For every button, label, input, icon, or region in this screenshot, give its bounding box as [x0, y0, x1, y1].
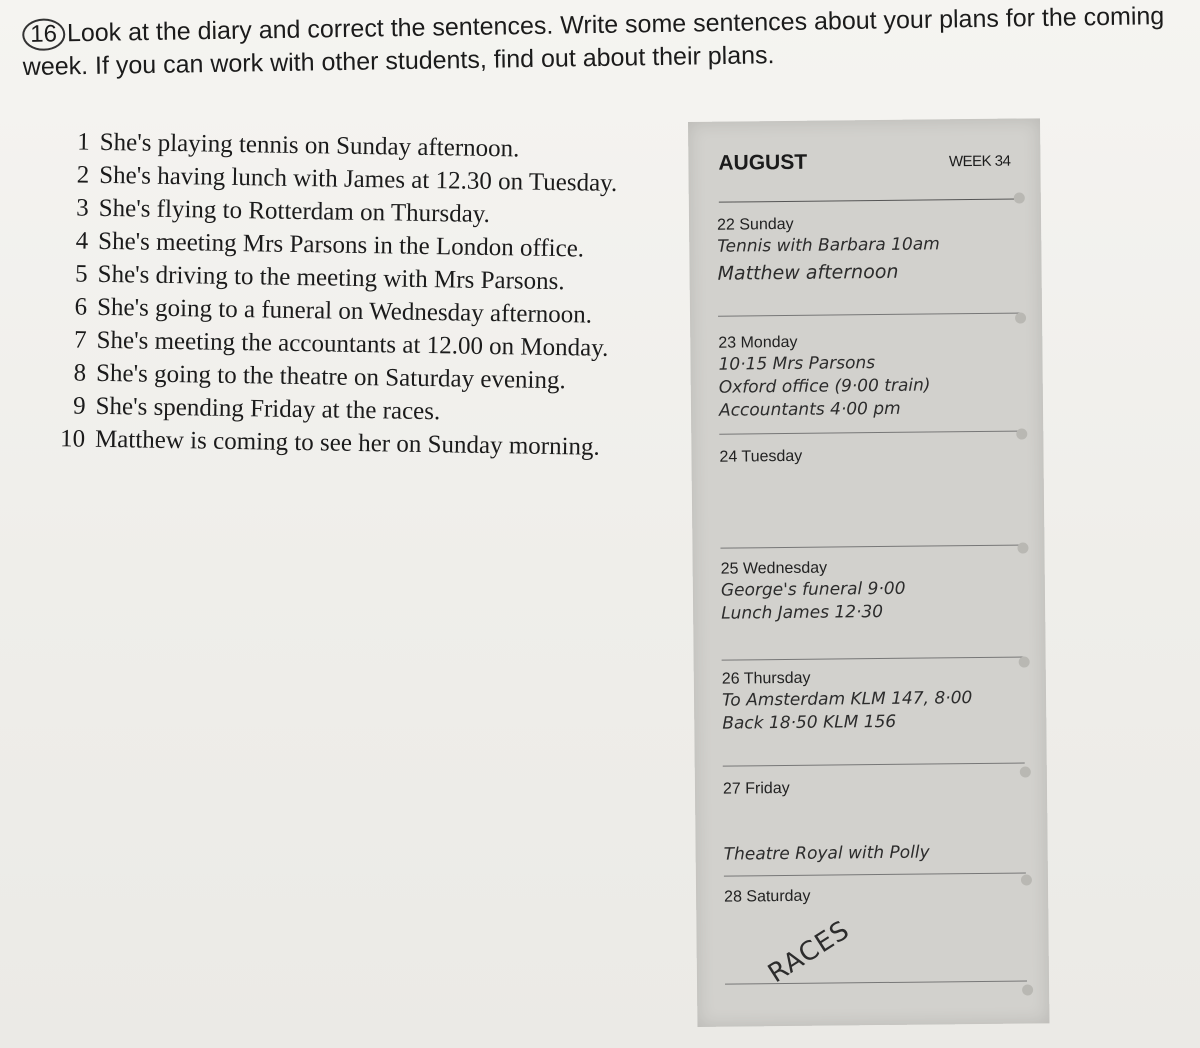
list-item: 6 She's going to a funeral on Wednesday afternoon. — [74, 293, 593, 329]
list-item: 10 Matthew is coming to see her on Sunday morning. — [59, 425, 601, 461]
binder-hole-icon — [1017, 542, 1028, 553]
binder-hole-icon — [1021, 874, 1032, 885]
exercise-instruction — [22, 0, 1183, 83]
sentence-list — [41, 125, 686, 465]
diary-day-wednesday — [721, 557, 1024, 661]
diary-week: WEEK 34 — [948, 152, 1011, 171]
list-item: 8 She's going to the theatre on Saturday evening. — [73, 359, 566, 395]
diary-day-sunday — [717, 213, 1020, 317]
list-item: 3 She's flying to Rotterdam on Thursday. — [75, 194, 491, 228]
diary-day-thursday — [722, 667, 1025, 767]
diary-entry: Lunch James 12·30 — [721, 601, 884, 624]
diary-entry: Accountants 4·00 pm — [718, 398, 901, 421]
list-item: 1 She's playing tennis on Sunday afternoon. — [77, 128, 520, 163]
binder-hole-icon — [1019, 656, 1030, 667]
instruction-text: Look at the diary and correct the sentences. Write some sentences about your plans for the coming week. If you can work with other students, find out about their plans. — [22, 2, 1165, 81]
binder-hole-icon — [1015, 312, 1026, 323]
list-item: 7 She's meeting the accountants at 12.00 on Monday. — [73, 326, 609, 362]
diary-entry: Back 18·50 KLM 156 — [722, 711, 897, 734]
diary-page — [688, 118, 1049, 1027]
diary-header — [718, 149, 1019, 203]
day-label: 28 Saturday — [724, 887, 811, 906]
diary-day-friday — [723, 777, 1026, 877]
diary-entry: 10·15 Mrs Parsons — [718, 353, 876, 375]
diary-entry: To Amsterdam KLM 147, 8·00 — [721, 688, 973, 711]
list-item: 5 She's driving to the meeting with Mrs Parsons. — [74, 260, 565, 296]
day-label: 25 Wednesday — [720, 559, 828, 578]
list-item: 4 She's meeting Mrs Parsons in the London office. — [75, 227, 585, 263]
exercise-number: 16 — [22, 18, 65, 51]
day-label: 22 Sunday — [716, 215, 794, 234]
diary-entry: Oxford office (9·00 train) — [718, 375, 931, 398]
binder-hole-icon — [1014, 192, 1025, 203]
binder-hole-icon — [1020, 766, 1031, 777]
diary-month: AUGUST — [718, 150, 808, 175]
day-label: 26 Thursday — [721, 669, 811, 688]
binder-hole-icon — [1016, 428, 1027, 439]
list-item: 9 She's spending Friday at the races. — [72, 392, 441, 426]
binder-hole-icon — [1022, 984, 1033, 995]
diary-entry: Tennis with Barbara 10am — [717, 234, 940, 257]
diary-entry: Matthew afternoon — [717, 260, 899, 285]
day-label: 23 Monday — [718, 333, 798, 352]
list-item: 2 She's having lunch with James at 12.30 on Tuesday. — [76, 161, 618, 197]
diary-day-monday — [718, 331, 1021, 435]
diary-entry: George's funeral 9·00 — [720, 578, 906, 601]
day-label: 27 Friday — [722, 779, 790, 798]
diary-day-tuesday — [719, 445, 1022, 549]
day-label: 24 Tuesday — [719, 447, 803, 466]
diary-entry: Theatre Royal with Polly — [723, 842, 930, 865]
diary-entry-races: RACES — [762, 915, 856, 990]
